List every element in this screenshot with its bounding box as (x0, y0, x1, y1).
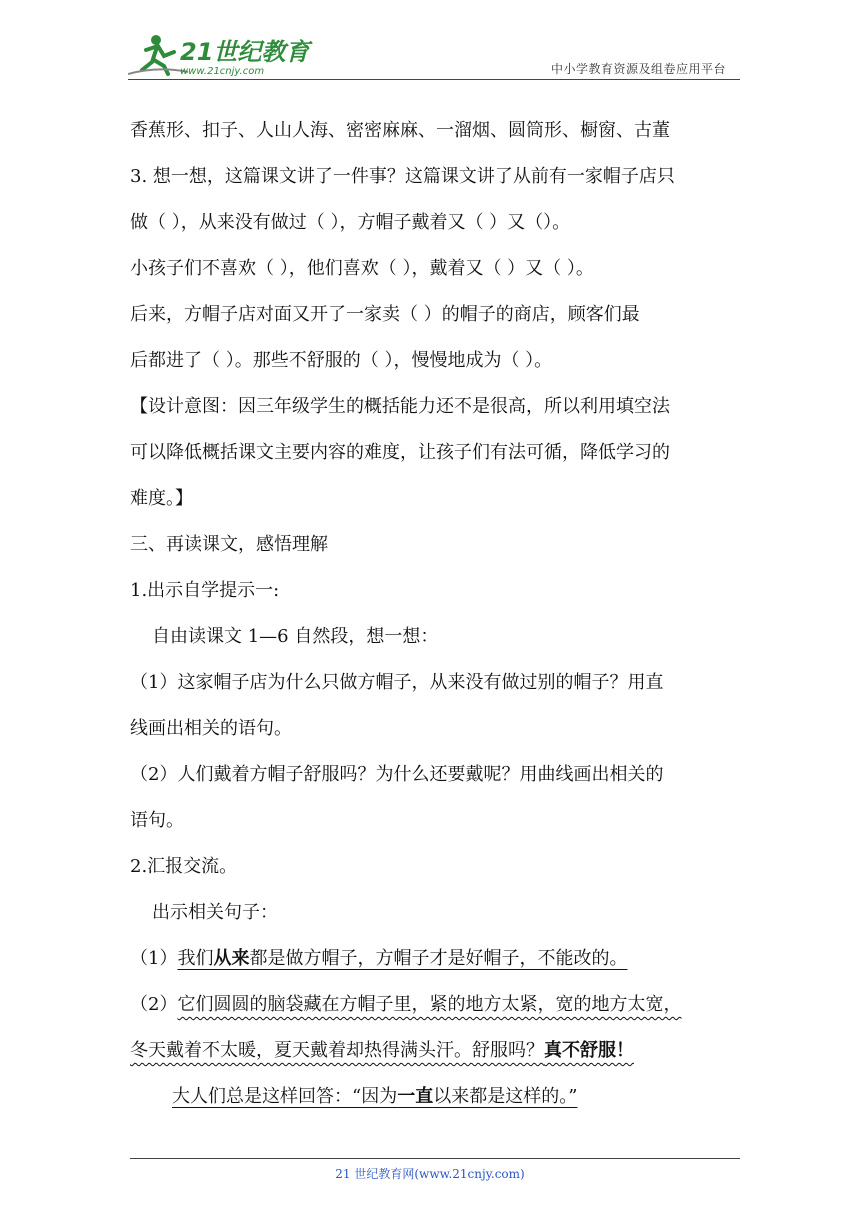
emphasis-word: 从来 (213, 948, 250, 969)
show-sentences: 出示相关句子： (152, 902, 278, 923)
reading-instruction: 自由读课文 1—6 自然段，想一想： (152, 626, 439, 647)
word-list: 香蕉形、扣子、人山人海、密密麻麻、一溜烟、圆筒形、橱窗、古董 (130, 120, 670, 141)
site-logo (128, 30, 318, 78)
emphasis-phrase: 真不舒服！ (544, 1040, 634, 1061)
svg-text:www.21cnjy.com: www.21cnjy.com (180, 66, 265, 77)
design-intent-line-1: 【设计意图：因三年级学生的概括能力还不是很高，所以利用填空法 (130, 396, 670, 417)
section-heading: 三、再读课文，感悟理解 (130, 534, 328, 555)
question-3-line-2: 做（ ），从来没有做过（ ），方帽子戴着又（ ）又（）。 (130, 212, 571, 233)
question-3-line-1: 3. 想一想，这篇课文讲了一件事？这篇课文讲了从前有一家帽子店只 (130, 166, 675, 187)
sentence-1 (130, 936, 740, 982)
page-header (128, 30, 740, 80)
footer-divider (130, 1158, 740, 1159)
question-2-line-2: 语句。 (130, 810, 184, 831)
self-study-prompt: 1.出示自学提示一: (130, 580, 280, 601)
emphasis-word: 一直 (397, 1086, 434, 1107)
svg-text:21世纪教育: 21世纪教育 (180, 38, 310, 66)
sentence-1-number: （1） (130, 948, 178, 969)
header-divider (128, 79, 740, 80)
question-3-line-3: 小孩子们不喜欢（ ），他们喜欢（ ），戴着又（ ）又（ ）。 (130, 258, 594, 279)
sentence-2-line-2: 冬天戴着不太暖，夏天戴着却热得满头汗。舒服吗？真不舒服！ (130, 1040, 634, 1061)
sentence-3: 大人们总是这样回答：“因为一直以来都是这样的。” (172, 1086, 578, 1107)
question-3-line-5: 后都进了（ ）。那些不舒服的（ ），慢慢地成为（ ）。 (130, 350, 553, 371)
sentence-1-text: 我们从来都是做方帽子，方帽子才是好帽子，不能改的。 (177, 948, 628, 969)
platform-name: 中小学教育资源及组卷应用平台 (550, 62, 726, 76)
design-intent-line-2: 可以降低概括课文主要内容的难度，让孩子们有法可循，降低学习的 (130, 442, 670, 463)
document-body (130, 108, 740, 1120)
question-1-line-1: （1）这家帽子店为什么只做方帽子，从来没有做过别的帽子？用直 (130, 672, 664, 693)
question-3-line-4: 后来，方帽子店对面又开了一家卖（ ）的帽子的商店，顾客们最 (130, 304, 640, 325)
design-intent-line-3: 难度。】 (130, 488, 193, 509)
report-exchange: 2.汇报交流。 (130, 856, 238, 877)
sentence-2-line-1: （2）它们圆圆的脑袋藏在方帽子里，紧的地方太紧，宽的地方太宽， (130, 994, 682, 1015)
footer-link[interactable]: 21 世纪教育网(www.21cnjy.com) (335, 1167, 525, 1181)
question-1-line-2: 线画出相关的语句。 (130, 718, 292, 739)
sentence-2-number: （2） (130, 994, 178, 1015)
question-2-line-1: （2）人们戴着方帽子舒服吗？为什么还要戴呢？用曲线画出相关的 (130, 764, 664, 785)
